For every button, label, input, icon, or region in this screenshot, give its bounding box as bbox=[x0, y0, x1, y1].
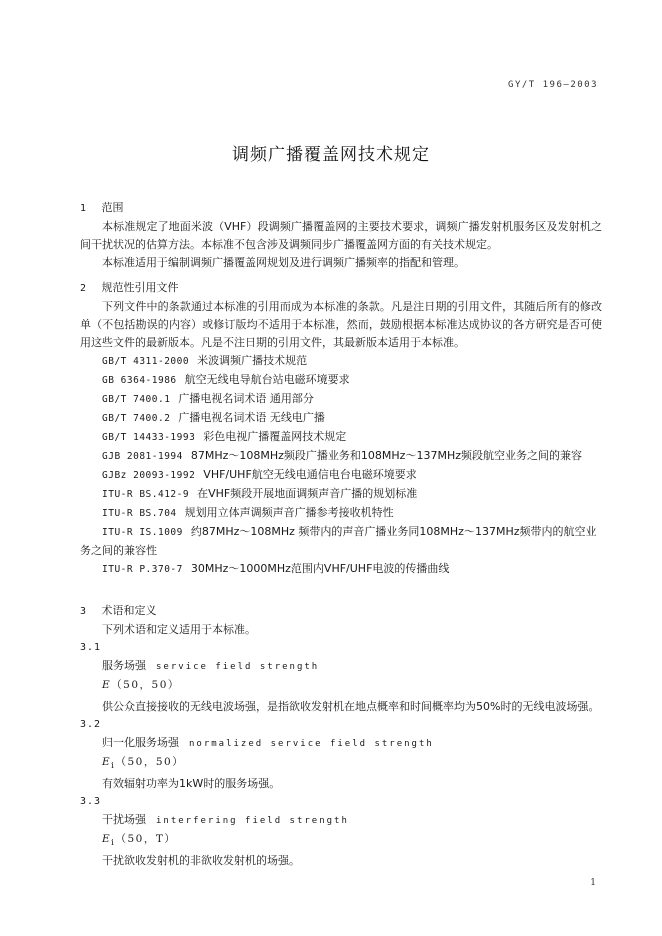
term-symbol bbox=[80, 830, 602, 852]
section-number: 2 bbox=[80, 283, 87, 294]
reference-code: GJBz 20093-1992 bbox=[102, 470, 196, 481]
term-chinese: 归一化服务场强 bbox=[102, 736, 179, 750]
symbol-variable: E bbox=[102, 833, 112, 846]
term-symbol bbox=[80, 753, 602, 775]
reference-code: GJB 2081-1994 bbox=[102, 451, 183, 462]
reference-title: 87MHz～108MHz频段广播业务和108MHz～137MHz频段航空业务之间的兼容 bbox=[190, 449, 582, 462]
reference-title: 广播电视名词术语 无线电广播 bbox=[178, 411, 325, 424]
symbol-variable: E bbox=[102, 679, 112, 691]
paragraph: 下列文件中的条款通过本标准的引用而成为本标准的条款。凡是注日期的引用文件，其随后所有的修改单（不包括勘误的内容）或修订版均不适用于本标准，然而，鼓励根据本标准达成协议的各方研究是否可使用这些文件的最新版本。凡是不注日期的引用文件，其最新版本适用于本标准。 bbox=[80, 300, 602, 349]
reference-title: 彩色电视广播覆盖网技术规定 bbox=[203, 430, 347, 443]
reference-title: 30MHz～1000MHz范围内VHF/UHF电波的传播曲线 bbox=[190, 562, 450, 575]
clause-number: 3.2 bbox=[80, 719, 102, 731]
reference-item bbox=[80, 466, 602, 485]
reference-title: 在VHF频段开展地面调频声音广播的规划标准 bbox=[197, 487, 418, 500]
reference-item bbox=[80, 409, 602, 428]
term-definition: 供公众直接接收的无线电波场强，是指欲收发射机在地点概率和时间概率均为50%时的无线电波场强。 bbox=[102, 700, 600, 714]
reference-item bbox=[80, 560, 602, 579]
term-chinese: 服务场强 bbox=[102, 659, 146, 672]
paragraph: 本标准规定了地面米波（VHF）段调频广播覆盖网的主要技术要求，调频广播发射机服务区及发射机之间干扰状况的估算方法。本标准不包含涉及调频同步广播覆盖网方面的有关技术规定。 bbox=[80, 220, 602, 251]
section-heading-normative-references bbox=[80, 278, 602, 298]
reference-title: 规划用立体声调频声音广播参考接收机特性 bbox=[184, 506, 394, 519]
section-heading-scope bbox=[80, 198, 602, 218]
term-entry bbox=[80, 734, 602, 753]
reference-item bbox=[80, 352, 602, 371]
term-english: interfering field strength bbox=[156, 816, 349, 827]
reference-code: GB/T 7400.2 bbox=[102, 413, 171, 424]
document-body bbox=[80, 192, 602, 870]
reference-item bbox=[80, 371, 602, 390]
symbol-arguments: （50，50） bbox=[111, 679, 180, 691]
section-gap bbox=[80, 579, 602, 595]
symbol-subscript: i bbox=[111, 838, 116, 849]
term-entry bbox=[80, 657, 602, 676]
reference-title: 约87MHz～108MHz 频带内的声音广播业务同108MHz～137MHz频带内的航空业务之间的兼容性 bbox=[80, 525, 597, 557]
section-title: 术语和定义 bbox=[101, 604, 157, 617]
section-title: 规范性引用文件 bbox=[101, 281, 179, 294]
reference-code: GB/T 7400.1 bbox=[102, 394, 171, 405]
section-title: 范围 bbox=[101, 201, 124, 214]
term-entry bbox=[80, 811, 602, 830]
reference-code: ITU-R IS.1009 bbox=[102, 527, 183, 538]
symbol-arguments: （50，50） bbox=[115, 756, 185, 769]
section-number: 3 bbox=[80, 606, 87, 617]
symbol-arguments: （50，T） bbox=[115, 833, 177, 846]
reference-code: GB/T 4311-2000 bbox=[102, 356, 190, 367]
clause-number: 3.1 bbox=[80, 642, 102, 653]
paragraph: 下列术语和定义适用于本标准。 bbox=[102, 623, 256, 636]
reference-item bbox=[80, 390, 602, 409]
section-number: 1 bbox=[80, 203, 87, 214]
term-definition: 有效辐射功率为1kW时的服务场强。 bbox=[102, 777, 281, 791]
symbol-variable: E bbox=[102, 756, 112, 769]
term-english: service field strength bbox=[156, 662, 320, 672]
standard-code: GY/T 196—2003 bbox=[508, 80, 598, 90]
reference-code: ITU-R BS.412-9 bbox=[102, 489, 190, 500]
reference-title: 广播电视名词术语 通用部分 bbox=[178, 392, 314, 405]
page-number: 1 bbox=[590, 878, 596, 888]
symbol-subscript: i bbox=[111, 761, 116, 772]
term-symbol bbox=[80, 676, 602, 698]
clause-number: 3.3 bbox=[80, 796, 102, 808]
term-definition: 干扰欲收发射机的非欲收发射机的场强。 bbox=[102, 854, 300, 868]
reference-item bbox=[80, 428, 602, 447]
reference-code: GB 6364-1986 bbox=[102, 375, 177, 386]
reference-title: 航空无线电导航台站电磁环境要求 bbox=[184, 373, 350, 386]
term-chinese: 干扰场强 bbox=[102, 813, 146, 827]
reference-code: ITU-R P.370-7 bbox=[102, 564, 183, 575]
document-title: 调频广播覆盖网技术规定 bbox=[232, 145, 430, 165]
paragraph: 本标准适用于编制调频广播覆盖网规划及进行调频广播频率的指配和管理。 bbox=[102, 256, 465, 269]
reference-item bbox=[80, 504, 602, 523]
reference-code: GB/T 14433-1993 bbox=[102, 432, 196, 443]
reference-title: VHF/UHF航空无线电通信电台电磁环境要求 bbox=[203, 468, 417, 481]
reference-title: 米波调频广播技术规范 bbox=[197, 354, 308, 367]
reference-item bbox=[80, 485, 602, 504]
reference-code: ITU-R BS.704 bbox=[102, 508, 177, 519]
section-heading-terms bbox=[80, 601, 602, 621]
term-english: normalized service field strength bbox=[189, 739, 434, 750]
reference-item bbox=[80, 447, 602, 466]
reference-item bbox=[80, 523, 602, 560]
